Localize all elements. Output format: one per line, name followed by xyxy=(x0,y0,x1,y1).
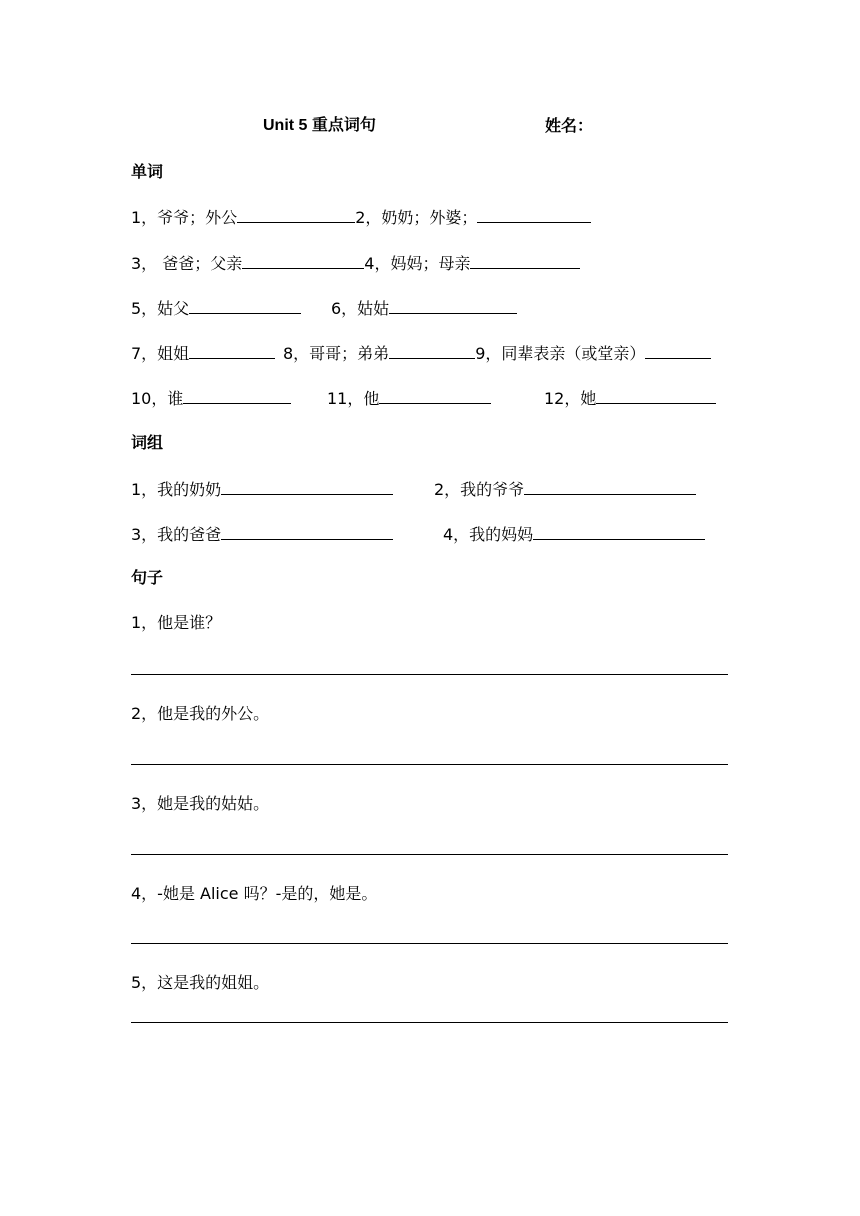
word-1-label: 1，爷爷；外公 xyxy=(131,208,238,227)
phrase-2 xyxy=(434,478,696,500)
word-2-label: 2，奶奶；外婆； xyxy=(355,208,478,227)
section-words-heading: 单词 xyxy=(131,162,164,181)
phrase-1-label: 1，我的奶奶 xyxy=(131,480,222,499)
answer-line-4[interactable] xyxy=(131,943,728,944)
sentence-1: 1，他是谁？ xyxy=(131,613,222,632)
sentence-2: 2，他是我的外公。 xyxy=(131,704,270,723)
name-label: 姓名： xyxy=(545,116,594,135)
word-10-label: 10，谁 xyxy=(131,389,184,408)
section-phrases-heading: 词组 xyxy=(131,433,164,452)
word-2-blank[interactable] xyxy=(477,206,591,223)
word-12 xyxy=(544,387,716,409)
answer-line-1[interactable] xyxy=(131,674,728,675)
phrase-4-label: 4，我的妈妈 xyxy=(443,525,534,544)
word-11-label: 11，他 xyxy=(327,389,380,408)
answer-line-5[interactable] xyxy=(131,1022,728,1023)
word-4-blank[interactable] xyxy=(470,252,580,269)
phrase-4-blank[interactable] xyxy=(533,523,705,540)
word-9-label: 9，同辈表亲（或堂亲） xyxy=(475,344,646,363)
sentence-4: 4，-她是 Alice 吗？-是的，她是。 xyxy=(131,884,378,903)
word-row-4b xyxy=(283,342,711,364)
word-11 xyxy=(327,387,491,409)
answer-line-3[interactable] xyxy=(131,854,728,855)
word-10 xyxy=(131,387,291,409)
word-row-4 xyxy=(131,342,275,364)
word-11-blank[interactable] xyxy=(379,387,491,404)
word-7-blank[interactable] xyxy=(189,342,275,359)
word-4-label: 4，妈妈；母亲 xyxy=(364,254,471,273)
phrase-1-blank[interactable] xyxy=(221,478,393,495)
section-sentences-heading: 句子 xyxy=(131,568,164,587)
word-5 xyxy=(131,297,301,319)
word-6-blank[interactable] xyxy=(389,297,517,314)
word-10-blank[interactable] xyxy=(183,387,291,404)
word-12-label: 12，她 xyxy=(544,389,597,408)
page-title: Unit 5 重点词句 xyxy=(263,117,376,134)
word-7-label: 7，姐姐 xyxy=(131,344,190,363)
word-9-blank[interactable] xyxy=(645,342,711,359)
sentence-5: 5，这是我的姐姐。 xyxy=(131,973,270,992)
word-1-blank[interactable] xyxy=(237,206,355,223)
word-12-blank[interactable] xyxy=(596,387,716,404)
word-row-2 xyxy=(131,252,580,274)
word-3-label: 3， 爸爸；父亲 xyxy=(131,254,243,273)
word-5-label: 5，姑父 xyxy=(131,299,190,318)
phrase-3 xyxy=(131,523,393,545)
word-5-blank[interactable] xyxy=(189,297,301,314)
word-8-label: 8，哥哥；弟弟 xyxy=(283,344,390,363)
word-3-blank[interactable] xyxy=(242,252,364,269)
word-6-label: 6，姑姑 xyxy=(331,299,390,318)
phrase-1 xyxy=(131,478,393,500)
phrase-2-blank[interactable] xyxy=(524,478,696,495)
sentence-3: 3，她是我的姑姑。 xyxy=(131,794,270,813)
phrase-3-label: 3，我的爸爸 xyxy=(131,525,222,544)
word-row-1 xyxy=(131,206,591,228)
answer-line-2[interactable] xyxy=(131,764,728,765)
word-8-blank[interactable] xyxy=(389,342,475,359)
phrase-4 xyxy=(443,523,705,545)
word-6 xyxy=(331,297,517,319)
phrase-3-blank[interactable] xyxy=(221,523,393,540)
phrase-2-label: 2，我的爷爷 xyxy=(434,480,525,499)
